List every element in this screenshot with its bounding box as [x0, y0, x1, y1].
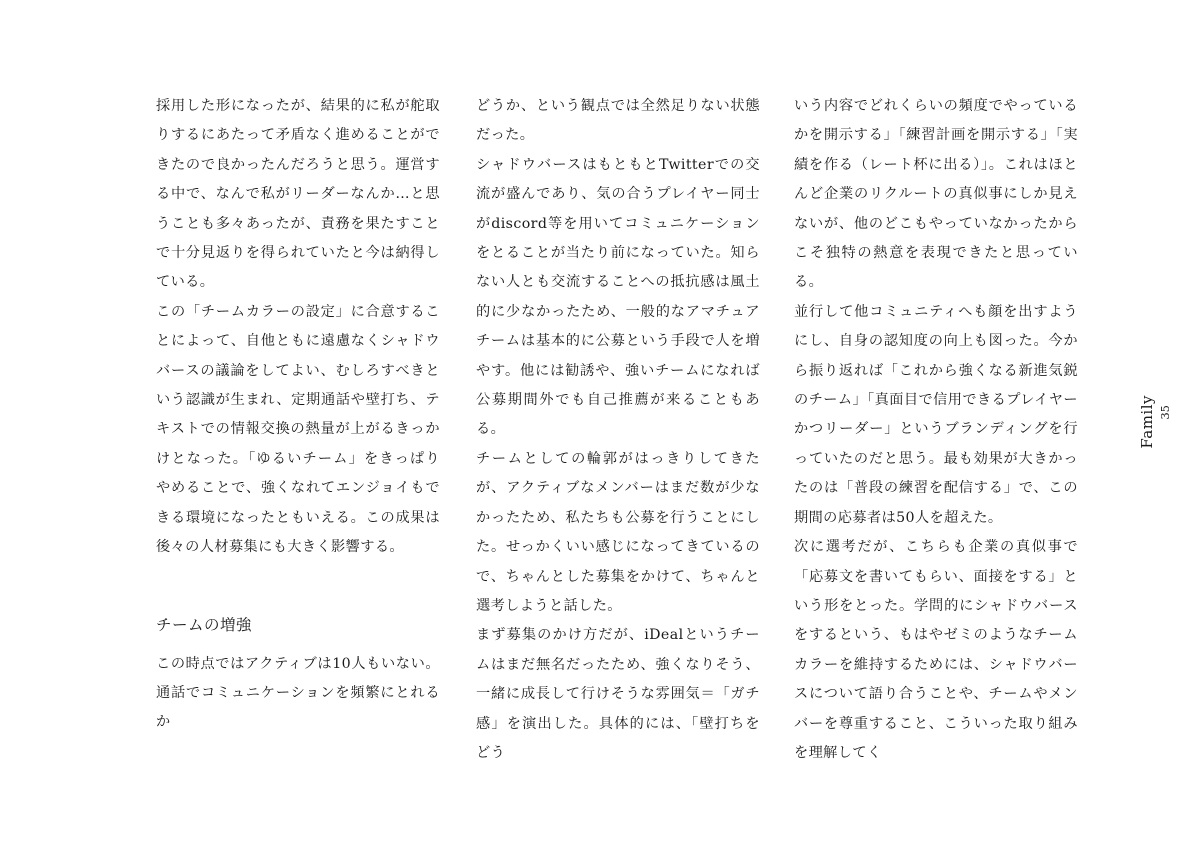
text-column-1	[156, 92, 440, 738]
section-spacer	[156, 563, 440, 598]
running-head	[1136, 395, 1176, 455]
text-column-2	[476, 92, 760, 768]
paragraph: いう内容でどれくらいの頻度でやっているかを開示する」「練習計画を開示する」「実績を作る（レート杯に出る）」。これはほとんど企業のリクルートの真似事にしか見えないが、他のどこもやっていなかったからこそ独特の熱意を表現できたと思っている。	[794, 98, 1078, 291]
paragraph: この「チームカラーの設定」に合意することによって、自他ともに遠慮なくシャドウバースの議論をしてよい、むしろすべきという認識が生まれ、定期通話や壁打ち、テキストでの情報交換の熱量が上がるきっかけとなった。「ゆるいチーム」をきっぱりやめることで、強くなれてエンジョイもできる環境になったともいえる。この成果は後々の人材募集にも大きく影響する。	[156, 303, 440, 556]
paragraph: まず募集のかけ方だが、iDealというチームはまだ無名だったため、強くなりそう、一緒に成長して行けそうな雰囲気＝「ガチ感」を演出した。具体的には、「壁打ちをどう	[476, 627, 760, 761]
paragraph: この時点ではアクティブは10人もいない。通話でコミュニケーションを頻繁にとれるか	[156, 655, 440, 731]
paragraph: 採用した形になったが、結果的に私が舵取りするにあたって矛盾なく進めることができたので良かったんだろうと思う。運営する中で、なんで私がリーダーなんか…と思うことも多々あったが、責務を果たすことで十分見返りを得られていたと今は納得している。	[156, 98, 440, 291]
paragraph: チームとしての輪郭がはっきりしてきたが、アクティブなメンバーはまだ数が少なかったため、私たちも公募を行うことにした。せっかくいい感じになってきているので、ちゃんとした募集をかけて、ちゃんと選考しようと話した。	[476, 450, 760, 614]
running-head-title: Family	[1138, 395, 1156, 449]
section-heading-block	[156, 598, 440, 650]
paragraph: 並行して他コミュニティへも顔を出すようにし、自身の認知度の向上も図った。今から振り返れば「これから強くなる新進気鋭のチーム」「真面目で信用できるプレイヤーかつリーダー」というブランディングを行っていたのだと思う。最も効果が大きかったのは「普段の練習を配信する」で、この期間の応募者は50人を超えた。	[794, 303, 1078, 526]
paragraph: シャドウバースはもともとTwitterでの交流が盛んであり、気の合うプレイヤー同士がdiscord等を用いてコミュニケーションをとることが当たり前になっていた。知らない人とも交流することへの抵抗感は風土的に少なかったため、一般的なアマチュアチームは基本的に公募という手段で人を増やす。他には勧誘や、強いチームになれば公募期間外でも自己推薦が来ることもある。	[476, 156, 760, 438]
text-column-3	[794, 92, 1078, 768]
page-number: 35	[1158, 405, 1172, 420]
paragraph: 次に選考だが、こちらも企業の真似事で「応募文を書いてもらい、面接をする」という形をとった。学問的にシャドウバースをするという、もはやゼミのようなチームカラーを維持するためには、シャドウバースについて語り合うことや、チームやメンバーを尊重すること、こういった取り組みを理解してく	[794, 539, 1078, 761]
paragraph: どうか、という観点では全然足りない状態だった。	[476, 98, 760, 144]
section-heading: チームの増強	[156, 615, 253, 634]
